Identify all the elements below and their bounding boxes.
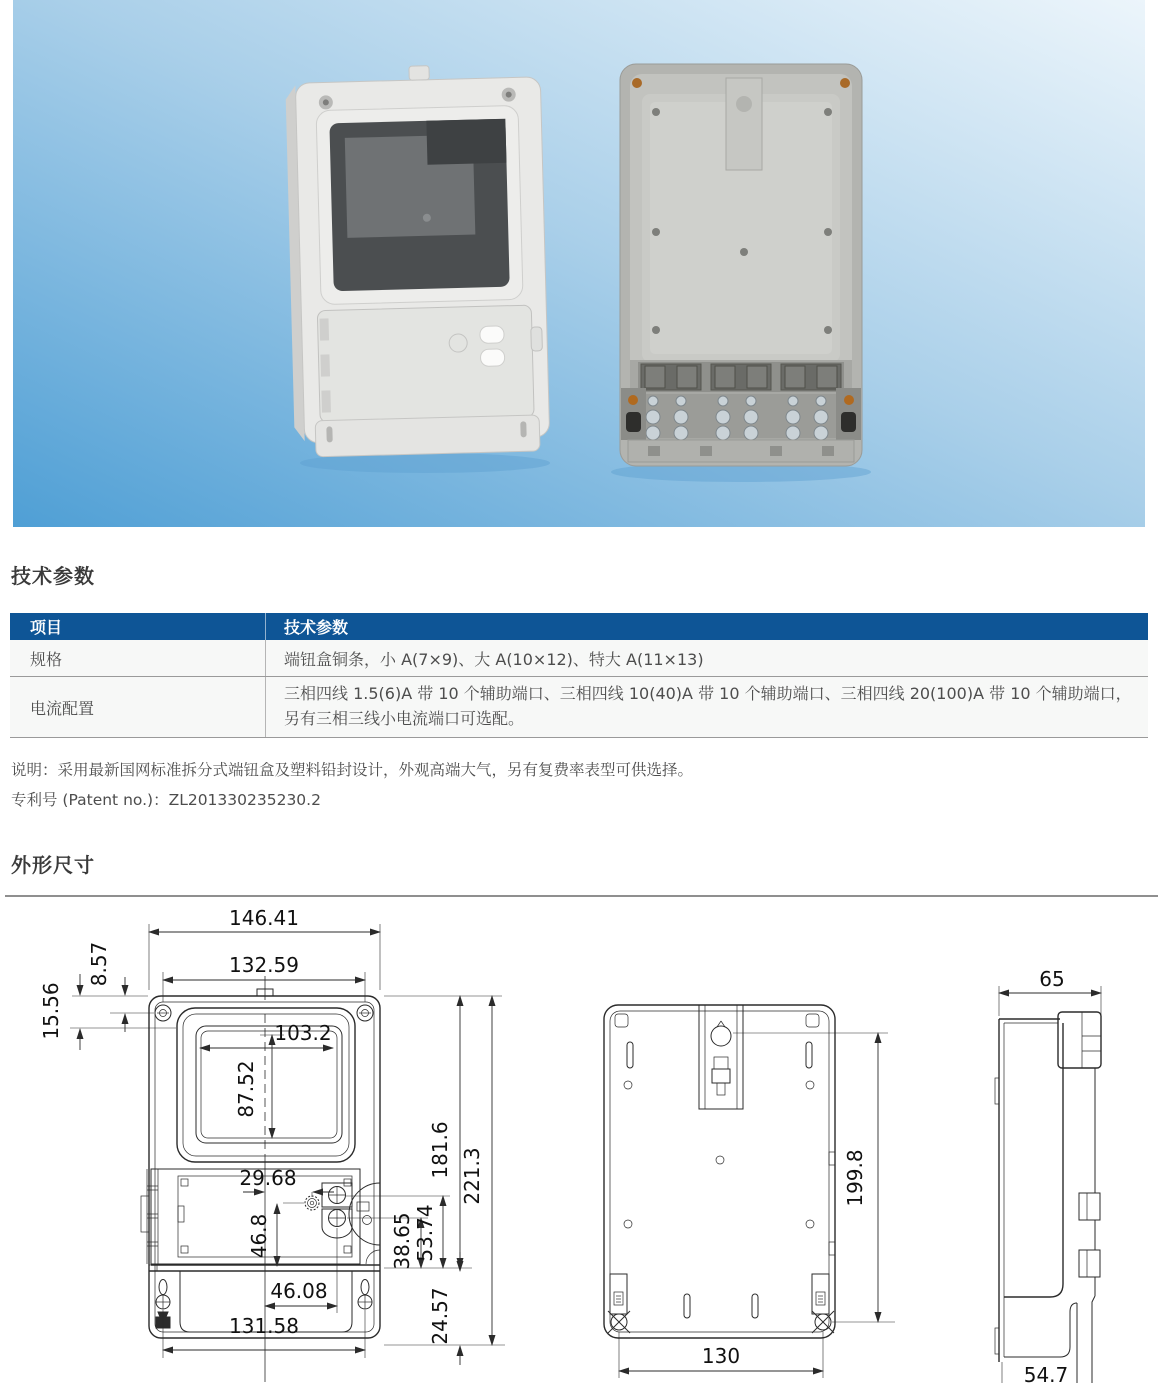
dim-screw-spacing-width: 132.59 [229, 953, 299, 977]
dim-window-width: 103.2 [274, 1021, 332, 1045]
table-row [10, 640, 1148, 677]
dim-cover-screw-drop: 46.8 [247, 1213, 271, 1259]
row-item-value: 端钮盒铜条，小 A(7×9)、大 A(10×12)、特大 A(11×13) [265, 640, 1148, 676]
rear-view-drawing [604, 1005, 895, 1378]
dim-mounting-height: 199.8 [843, 1149, 867, 1207]
spec-table-header [10, 613, 1148, 640]
header-value: 技术参数 [265, 613, 1148, 640]
dim-window-height: 87.52 [234, 1060, 258, 1118]
side-view-drawing [995, 967, 1101, 1383]
dim-depth-bottom: 54.7 [1023, 1363, 1069, 1383]
table-row [10, 677, 1148, 738]
dim-bottom-hole-spacing: 131.58 [229, 1314, 299, 1338]
spec-table [10, 613, 1148, 738]
tech-params-heading: 技术参数 [11, 564, 95, 588]
front-view-drawing [39, 906, 505, 1382]
dim-lower-screw-offset: 38.65 [390, 1212, 414, 1270]
product-photo-art [13, 0, 1145, 527]
front-case-photo [285, 63, 550, 458]
row-item-label: 电流配置 [30, 698, 95, 718]
note-description: 说明：采用最新国网标准拆分式端钮盒及塑料铅封设计，外观高端大气，另有复费率表型可供选择。 [11, 761, 694, 779]
row-item-label: 规格 [30, 649, 63, 669]
dim-overall-width: 146.41 [229, 906, 299, 930]
patent-number: 专利号 (Patent no.)：ZL201330235230.2 [11, 791, 321, 809]
dim-overall-height: 221.3 [460, 1147, 484, 1205]
product-photo-banner [13, 0, 1145, 527]
header-item: 项目 [30, 618, 63, 637]
section-divider [5, 895, 1158, 897]
dim-screw-top-offset: 8.57 [87, 941, 111, 987]
notes-block [11, 755, 693, 815]
rear-case-photo [620, 64, 862, 466]
dimension-drawing [10, 905, 1154, 1383]
dim-button-center-offset: 29.68 [239, 1166, 297, 1190]
dim-window-top-offset: 15.56 [39, 982, 63, 1040]
dimensions-heading: 外形尺寸 [11, 853, 95, 877]
dim-body-height: 181.6 [428, 1121, 452, 1179]
dim-depth-top: 65 [1039, 967, 1065, 991]
dim-upper-screw-offset: 53.74 [413, 1204, 437, 1262]
dim-terminal-cover-height: 24.57 [428, 1287, 452, 1345]
dim-mounting-width: 130 [701, 1344, 741, 1368]
row-item-value: 三相四线 1.5(6)A 带 10 个辅助端口、三相四线 10(40)A 带 10 个辅助端口、三相四线 20(100)A 带 10 个辅助端口，另有三相三线小电流端口可选配。 [265, 677, 1148, 737]
dim-seal-screw-offset: 46.08 [270, 1279, 328, 1303]
